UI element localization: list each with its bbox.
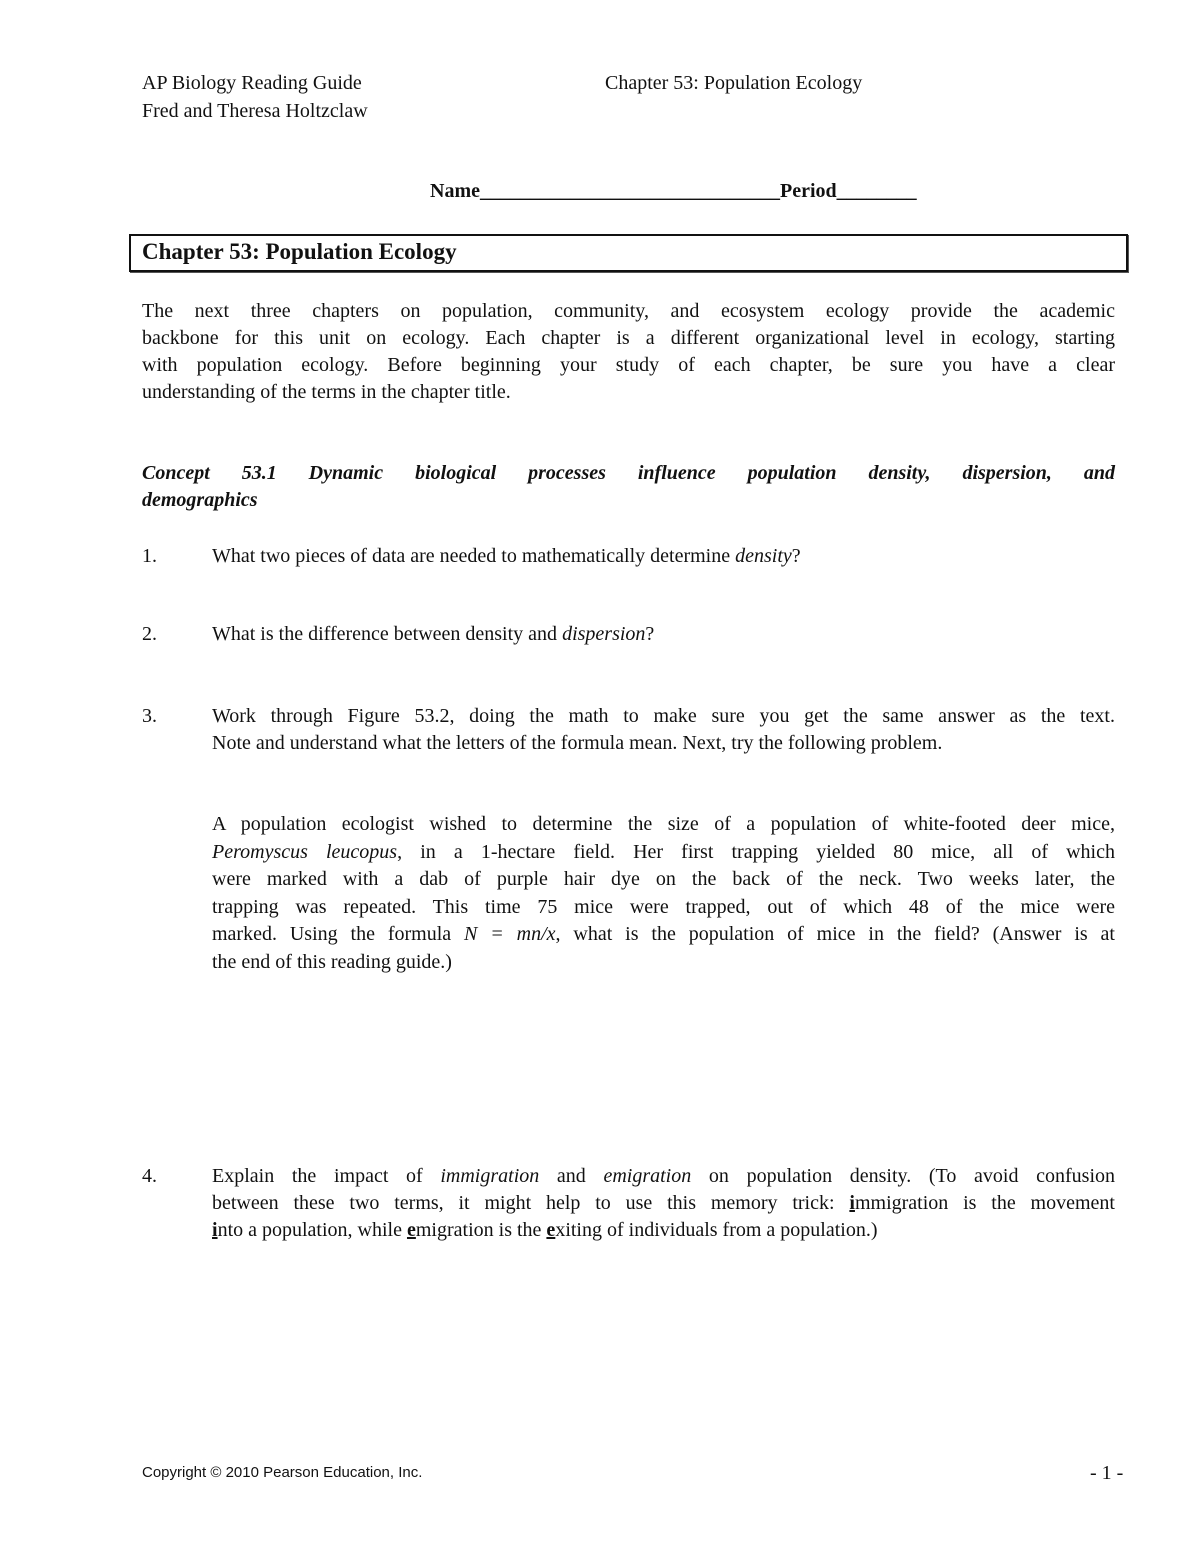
q4-text: xiting of individuals from a population.) bbox=[555, 1219, 878, 1241]
mnemonic-letter: e bbox=[546, 1219, 556, 1241]
question-number: 2. bbox=[142, 623, 157, 645]
name-period-line bbox=[430, 180, 917, 203]
q3-line: Note and understand what the letters of the formula mean. Next, try the following problem. bbox=[212, 732, 943, 754]
header-chapter: Chapter 53: Population Ecology bbox=[605, 72, 863, 94]
mnemonic-letter: i bbox=[212, 1219, 218, 1241]
concept-line: demographics bbox=[142, 489, 258, 511]
q4-line bbox=[212, 1192, 1115, 1215]
term-emigration: emigration bbox=[603, 1165, 692, 1187]
q4-text: and bbox=[539, 1165, 604, 1187]
problem-text: , in a 1-hectare field. Her first trapping yielded 80 mice, all of which bbox=[397, 840, 1115, 863]
q3-line: Work through Figure 53.2, doing the math to make sure you get the same answer as the text. bbox=[212, 705, 1115, 727]
problem-text: marked. Using the formula bbox=[212, 923, 465, 945]
q2-text: What is the difference between density and bbox=[212, 623, 563, 645]
name-label: Name bbox=[430, 180, 480, 202]
question-number: 1. bbox=[142, 545, 157, 567]
q4-line bbox=[212, 1219, 1115, 1242]
intro-line: with population ecology. Before beginning your study of each chapter, be sure you have a clear bbox=[142, 354, 1115, 376]
mnemonic-letter: e bbox=[406, 1219, 416, 1241]
term-immigration: immigration bbox=[440, 1165, 540, 1187]
q1-term: density bbox=[735, 545, 792, 567]
problem-line bbox=[212, 923, 1115, 946]
q4-text: on population density. (To avoid confusion bbox=[691, 1165, 1115, 1187]
page-number: - 1 - bbox=[1090, 1462, 1124, 1484]
q1-end: ? bbox=[791, 545, 801, 567]
copyright: Copyright © 2010 Pearson Education, Inc. bbox=[142, 1464, 423, 1481]
authors: Fred and Theresa Holtzclaw bbox=[142, 100, 368, 122]
q4-text: nto a population, while bbox=[217, 1219, 407, 1241]
q1-text: What two pieces of data are needed to mathematically determine bbox=[212, 545, 736, 567]
problem-line: trapping was repeated. This time 75 mice were trapped, out of which 48 of the mice were bbox=[212, 895, 1115, 918]
intro-paragraph bbox=[142, 300, 1115, 412]
q4-line bbox=[212, 1165, 1115, 1188]
intro-line: backbone for this unit on ecology. Each chapter is a different organizational level in ecology, starting bbox=[142, 327, 1115, 349]
problem-text: , what is the population of mice in the field? (Answer is at bbox=[555, 923, 1115, 945]
q4-text: Explain the impact of bbox=[212, 1165, 441, 1187]
formula: N = mn/x bbox=[464, 923, 556, 945]
problem-line: were marked with a dab of purple hair dye on the back of the neck. Two weeks later, the bbox=[212, 868, 1115, 890]
question-number: 3. bbox=[142, 705, 157, 727]
course-title: AP Biology Reading Guide bbox=[142, 72, 362, 94]
q4-text: between these two terms, it might help to use this memory trick: bbox=[212, 1192, 850, 1214]
question-text bbox=[212, 545, 1115, 568]
question-text bbox=[212, 623, 1115, 646]
chapter-title: Chapter 53: Population Ecology bbox=[142, 239, 457, 264]
problem-line: A population ecologist wished to determine the size of a population of white-footed deer mice, bbox=[212, 813, 1115, 835]
intro-line: The next three chapters on population, community, and ecosystem ecology provide the academic bbox=[142, 300, 1115, 322]
q4-text: migration is the bbox=[415, 1219, 547, 1241]
mnemonic-letter: i bbox=[849, 1192, 855, 1214]
period-label: Period bbox=[779, 180, 837, 202]
intro-line: understanding of the terms in the chapter title. bbox=[142, 381, 511, 403]
species-name: Peromyscus leucopus bbox=[212, 840, 398, 863]
name-blank[interactable]: ______________________________ bbox=[479, 180, 780, 202]
period-blank[interactable]: ________ bbox=[836, 180, 917, 202]
chapter-title-box bbox=[129, 234, 1128, 272]
question-number: 4. bbox=[142, 1165, 157, 1187]
q2-end: ? bbox=[645, 623, 655, 645]
concept-line: Concept 53.1 Dynamic biological processes influence population density, dispersion, and bbox=[142, 462, 1115, 484]
problem-line bbox=[212, 841, 1115, 864]
problem-line: the end of this reading guide.) bbox=[212, 950, 452, 973]
q2-term: dispersion bbox=[562, 623, 646, 645]
q4-text: mmigration is the movement bbox=[854, 1192, 1115, 1214]
